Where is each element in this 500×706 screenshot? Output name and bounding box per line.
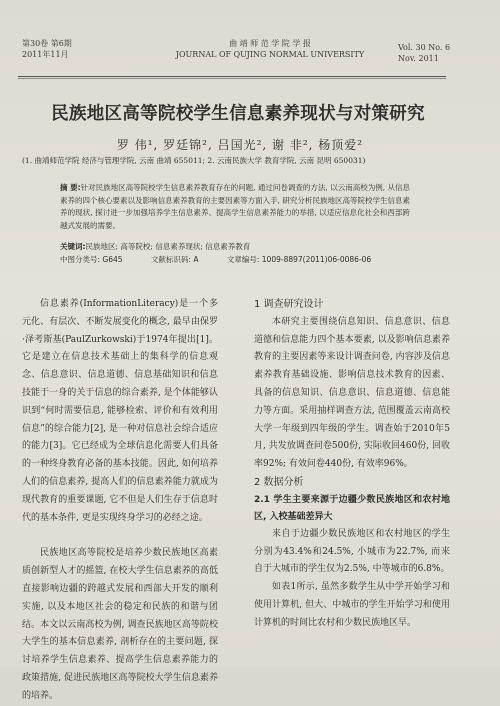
volume-en: Vol. 30 No. 6 — [398, 43, 451, 52]
header-right — [398, 42, 450, 64]
section1-paragraph: 本研究主要围绕信息知识、信息意识、信息道德和信息能力四个基本要素, 以及影响信息素养教育的主要因素等来设计调查问卷, 内容涉及信息素养教育基础设施、影响信息技术教育的因素、具备的信息知识、信息意识、信息道德、信息能力等方面。采用抽样调查方法, 范围覆盖云南高校大学一年级到四年级的学生。调查始于2010年5月, 共发放调查问卷500份, 实际收回460份, 回收率92%; 有效问卷440份, 有效率96%。 — [254, 316, 450, 470]
section2-paragraph-1: 来自于边疆少数民族地区和农村地区的学生分别为43.4%和24.5%, 小城市为22.7%, 而来自于大城市的学生仅为2.5%, 中等城市的6.8%。 — [254, 528, 450, 575]
abstract-text: 针对民族地区高等院校学生信息素养教育存在的问题, 通过问卷调查的方法, 以云南高校为例, 从信息素养的四个核心要素以及影响信息素养教育的主要因素等方面入手, 研究分析民族地区高等院校学生信息素养的现状, 探讨进一步加强培养学生信息素养、提高学生信息素养能力的举措, 以适应信息化社会和西部跨越式发展的需要。 — [60, 183, 410, 230]
document-code: 文献标识码: A — [150, 255, 199, 264]
header-divider — [18, 76, 446, 77]
intro-paragraph-2: 民族地区高等院校是培养少数民族地区高素质创新型人才的摇篮, 在校大学生信息素养的高低直接影响边疆的跨越式发展和西部大开发的顺利实施, 以及本地区社会的稳定和民族的和谐与团结。本文以云南高校为例, 调查民族地区高等院校大学生的基本信息素养, 剖析存在的主要问题, 探讨培养学生信息素养、提高学生信息素养能力的政策措施, 促进民族地区高等院校大学生信息素养的培养。 — [22, 548, 218, 701]
clc-number: 中图分类号: G645 — [60, 255, 123, 264]
section-heading-2: 2 数据分析 — [254, 476, 304, 488]
article-meta — [60, 254, 440, 266]
intro-paragraph-1: 信息素养(InformationLiteracy)是一个多元化、有层次、不断发展变化的概念, 最早由保罗·泽考斯基(PaulZurkowski)于1974年提出[1]。它是建立在信息技术基础上的集科学的信息观念、信息意识、信息道德、信息基础知识和信息技能于一身的关于信息的综合素养, 是个体能够认识到“何时需要信息, 能够检索、评价和有效利用信息”的综合能力[2], 是一种对信息社会综合适应的能力[3]。它已经成为全球信息化需要人们具备的一种终身教育必备的基本技能。因此, 如何培养人们的信息素养, 提高人们的信息素养能力就成为现代教育的重要课题, 它不但是人们生存于信息时代的基本条件, 更是实现终身学习的必经之途。 — [22, 299, 218, 523]
journal-name-en: JOURNAL OF QUJING NORMAL UNIVERSITY — [175, 50, 365, 59]
abstract-label: 摘 要: — [60, 183, 81, 192]
affiliation: (1. 曲靖师范学院 经济与管理学院, 云南 曲靖 655011; 2. 云南民族大学 教育学院, 云南 昆明 650031) — [22, 156, 366, 165]
article-title: 民族地区高等院校学生信息素养现状与对策研究 — [51, 104, 425, 124]
header-divider-thin — [18, 78, 446, 79]
section-heading-1: 1 调查研究设计 — [254, 299, 324, 310]
journal-name-cn: 曲 靖 师 范 学 院 学 报 — [229, 39, 311, 48]
section2-paragraph-2: 如表1所示, 虽然多数学生从中学开始学习和使用计算机, 但大、中城市的学生开始学习和使用计算机的时间比农村和少数民族地区早。 — [254, 582, 450, 628]
issue-date: 2011年11月 — [22, 50, 69, 59]
keywords — [60, 241, 410, 253]
volume-issue: 第30卷 第6期 — [22, 39, 72, 48]
abstract — [60, 182, 410, 232]
paragraph-gap — [22, 527, 218, 545]
keywords-label: 关键词: — [60, 242, 86, 251]
body-column-right — [254, 296, 450, 633]
header-left — [22, 38, 72, 60]
article-number: 文章编号: 1009-8897(2011)06-0086-06 — [226, 255, 372, 264]
subsection-heading-2-1: 2.1 学生主要来源于边疆少数民族地区和农村地区, 入校基础差异大 — [254, 494, 450, 522]
body-column-left — [22, 296, 218, 706]
header-center — [160, 38, 380, 60]
keywords-text: 民族地区; 高等院校; 信息素养现状; 信息素养教育 — [85, 242, 251, 251]
date-en: Nov. 2011 — [398, 54, 439, 63]
author-list: 罗 伟¹, 罗廷锦², 吕国光², 谢 非², 杨顶爱² — [116, 138, 364, 152]
